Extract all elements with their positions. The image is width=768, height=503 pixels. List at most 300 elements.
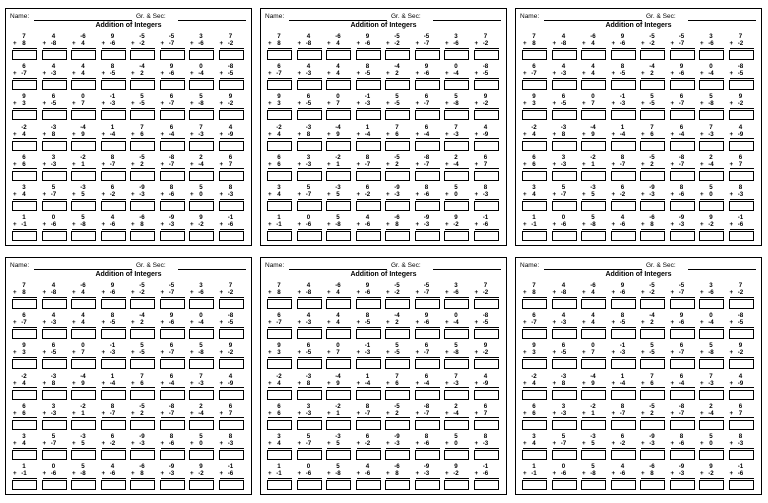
answer-box[interactable] [101,50,126,60]
answer-box[interactable] [552,420,577,430]
answer-box[interactable] [42,420,67,430]
answer-box[interactable] [385,359,410,369]
answer-box[interactable] [640,299,665,309]
answer-box[interactable] [101,201,126,211]
answer-box[interactable] [385,50,410,60]
answer-box[interactable] [522,141,547,151]
answer-box[interactable] [326,201,351,211]
answer-box[interactable] [415,110,440,120]
answer-box[interactable] [552,141,577,151]
answer-box[interactable] [640,80,665,90]
answer-box[interactable] [670,171,695,181]
answer-box[interactable] [267,480,292,490]
answer-box[interactable] [699,480,724,490]
answer-box[interactable] [12,450,37,460]
answer-box[interactable] [326,359,351,369]
answer-box[interactable] [267,80,292,90]
answer-box[interactable] [356,390,381,400]
answer-box[interactable] [12,171,37,181]
answer-box[interactable] [522,171,547,181]
answer-box[interactable] [101,171,126,181]
answer-box[interactable] [219,171,244,181]
answer-box[interactable] [699,171,724,181]
answer-box[interactable] [699,231,724,241]
answer-box[interactable] [101,299,126,309]
answer-box[interactable] [385,141,410,151]
answer-box[interactable] [12,110,37,120]
answer-box[interactable] [385,480,410,490]
answer-box[interactable] [699,141,724,151]
answer-box[interactable] [71,110,96,120]
answer-box[interactable] [101,110,126,120]
answer-box[interactable] [42,480,67,490]
answer-box[interactable] [219,80,244,90]
answer-box[interactable] [522,359,547,369]
answer-box[interactable] [189,141,214,151]
answer-box[interactable] [71,420,96,430]
answer-box[interactable] [71,390,96,400]
answer-box[interactable] [581,110,606,120]
answer-box[interactable] [522,299,547,309]
answer-box[interactable] [729,480,754,490]
answer-box[interactable] [640,329,665,339]
answer-box[interactable] [267,231,292,241]
answer-box[interactable] [699,359,724,369]
answer-box[interactable] [130,299,155,309]
answer-box[interactable] [474,201,499,211]
answer-box[interactable] [326,141,351,151]
answer-box[interactable] [356,171,381,181]
answer-box[interactable] [42,80,67,90]
answer-box[interactable] [415,141,440,151]
answer-box[interactable] [444,171,469,181]
answer-box[interactable] [219,50,244,60]
answer-box[interactable] [385,110,410,120]
answer-box[interactable] [130,390,155,400]
answer-box[interactable] [581,231,606,241]
answer-box[interactable] [415,171,440,181]
answer-box[interactable] [219,390,244,400]
answer-box[interactable] [160,329,185,339]
answer-box[interactable] [130,329,155,339]
answer-box[interactable] [42,450,67,460]
answer-box[interactable] [552,80,577,90]
answer-box[interactable] [356,80,381,90]
answer-box[interactable] [101,80,126,90]
answer-box[interactable] [444,50,469,60]
answer-box[interactable] [474,231,499,241]
answer-box[interactable] [552,201,577,211]
answer-box[interactable] [444,359,469,369]
answer-box[interactable] [297,171,322,181]
answer-box[interactable] [71,359,96,369]
answer-box[interactable] [581,480,606,490]
answer-box[interactable] [42,329,67,339]
answer-box[interactable] [12,231,37,241]
answer-box[interactable] [12,50,37,60]
answer-box[interactable] [189,450,214,460]
answer-box[interactable] [297,80,322,90]
answer-box[interactable] [522,201,547,211]
answer-box[interactable] [611,450,636,460]
answer-box[interactable] [297,50,322,60]
answer-box[interactable] [611,201,636,211]
answer-box[interactable] [474,80,499,90]
answer-box[interactable] [581,201,606,211]
answer-box[interactable] [640,141,665,151]
answer-box[interactable] [552,171,577,181]
answer-box[interactable] [267,299,292,309]
answer-box[interactable] [522,329,547,339]
answer-box[interactable] [581,450,606,460]
answer-box[interactable] [699,80,724,90]
answer-box[interactable] [415,450,440,460]
answer-box[interactable] [581,329,606,339]
answer-box[interactable] [444,420,469,430]
answer-box[interactable] [444,141,469,151]
answer-box[interactable] [640,390,665,400]
answer-box[interactable] [71,299,96,309]
answer-box[interactable] [71,480,96,490]
answer-box[interactable] [356,299,381,309]
answer-box[interactable] [130,110,155,120]
answer-box[interactable] [699,390,724,400]
answer-box[interactable] [670,201,695,211]
answer-box[interactable] [356,450,381,460]
answer-box[interactable] [326,50,351,60]
answer-box[interactable] [189,231,214,241]
answer-box[interactable] [189,201,214,211]
answer-box[interactable] [522,390,547,400]
answer-box[interactable] [474,420,499,430]
answer-box[interactable] [356,141,381,151]
answer-box[interactable] [611,141,636,151]
answer-box[interactable] [101,420,126,430]
answer-box[interactable] [699,50,724,60]
answer-box[interactable] [189,299,214,309]
answer-box[interactable] [267,50,292,60]
answer-box[interactable] [130,201,155,211]
answer-box[interactable] [729,141,754,151]
answer-box[interactable] [326,480,351,490]
answer-box[interactable] [356,50,381,60]
answer-box[interactable] [101,329,126,339]
answer-box[interactable] [385,231,410,241]
answer-box[interactable] [12,141,37,151]
answer-box[interactable] [160,450,185,460]
answer-box[interactable] [42,141,67,151]
answer-box[interactable] [219,480,244,490]
answer-box[interactable] [12,201,37,211]
answer-box[interactable] [130,231,155,241]
answer-box[interactable] [640,420,665,430]
answer-box[interactable] [297,299,322,309]
answer-box[interactable] [42,50,67,60]
answer-box[interactable] [297,420,322,430]
answer-box[interactable] [130,141,155,151]
answer-box[interactable] [326,110,351,120]
answer-box[interactable] [101,141,126,151]
answer-box[interactable] [474,141,499,151]
answer-box[interactable] [729,450,754,460]
answer-box[interactable] [444,110,469,120]
answer-box[interactable] [640,480,665,490]
answer-box[interactable] [326,171,351,181]
answer-box[interactable] [101,390,126,400]
answer-box[interactable] [670,50,695,60]
answer-box[interactable] [297,231,322,241]
answer-box[interactable] [474,110,499,120]
answer-box[interactable] [385,171,410,181]
answer-box[interactable] [474,329,499,339]
answer-box[interactable] [385,201,410,211]
answer-box[interactable] [326,80,351,90]
answer-box[interactable] [71,450,96,460]
answer-box[interactable] [267,201,292,211]
answer-box[interactable] [219,359,244,369]
answer-box[interactable] [729,420,754,430]
answer-box[interactable] [71,141,96,151]
answer-box[interactable] [611,299,636,309]
answer-box[interactable] [444,329,469,339]
answer-box[interactable] [474,171,499,181]
answer-box[interactable] [189,110,214,120]
answer-box[interactable] [12,420,37,430]
answer-box[interactable] [326,420,351,430]
answer-box[interactable] [581,80,606,90]
answer-box[interactable] [581,420,606,430]
answer-box[interactable] [12,299,37,309]
answer-box[interactable] [611,110,636,120]
answer-box[interactable] [729,299,754,309]
answer-box[interactable] [160,50,185,60]
answer-box[interactable] [160,390,185,400]
answer-box[interactable] [611,50,636,60]
answer-box[interactable] [522,80,547,90]
answer-box[interactable] [729,171,754,181]
answer-box[interactable] [611,171,636,181]
answer-box[interactable] [130,450,155,460]
answer-box[interactable] [71,50,96,60]
answer-box[interactable] [611,80,636,90]
answer-box[interactable] [670,390,695,400]
answer-box[interactable] [42,390,67,400]
answer-box[interactable] [160,231,185,241]
answer-box[interactable] [189,420,214,430]
answer-box[interactable] [670,420,695,430]
answer-box[interactable] [415,299,440,309]
answer-box[interactable] [444,299,469,309]
answer-box[interactable] [611,420,636,430]
answer-box[interactable] [12,359,37,369]
answer-box[interactable] [444,201,469,211]
answer-box[interactable] [385,299,410,309]
answer-box[interactable] [297,329,322,339]
answer-box[interactable] [297,359,322,369]
answer-box[interactable] [729,50,754,60]
answer-box[interactable] [552,450,577,460]
answer-box[interactable] [444,80,469,90]
answer-box[interactable] [42,231,67,241]
answer-box[interactable] [581,299,606,309]
answer-box[interactable] [71,80,96,90]
answer-box[interactable] [670,231,695,241]
answer-box[interactable] [326,390,351,400]
answer-box[interactable] [356,201,381,211]
answer-box[interactable] [670,450,695,460]
answer-box[interactable] [189,80,214,90]
answer-box[interactable] [670,299,695,309]
answer-box[interactable] [729,329,754,339]
answer-box[interactable] [474,480,499,490]
answer-box[interactable] [474,299,499,309]
answer-box[interactable] [189,390,214,400]
answer-box[interactable] [640,359,665,369]
answer-box[interactable] [522,480,547,490]
answer-box[interactable] [522,450,547,460]
answer-box[interactable] [670,80,695,90]
answer-box[interactable] [101,480,126,490]
answer-box[interactable] [552,231,577,241]
answer-box[interactable] [640,110,665,120]
answer-box[interactable] [444,480,469,490]
answer-box[interactable] [415,390,440,400]
answer-box[interactable] [640,171,665,181]
answer-box[interactable] [297,390,322,400]
answer-box[interactable] [71,231,96,241]
answer-box[interactable] [160,141,185,151]
answer-box[interactable] [42,299,67,309]
answer-box[interactable] [189,50,214,60]
answer-box[interactable] [444,390,469,400]
answer-box[interactable] [729,231,754,241]
answer-box[interactable] [581,171,606,181]
answer-box[interactable] [71,201,96,211]
answer-box[interactable] [415,50,440,60]
answer-box[interactable] [699,420,724,430]
answer-box[interactable] [12,390,37,400]
answer-box[interactable] [356,231,381,241]
answer-box[interactable] [326,299,351,309]
answer-box[interactable] [267,420,292,430]
answer-box[interactable] [267,390,292,400]
answer-box[interactable] [729,201,754,211]
answer-box[interactable] [552,50,577,60]
answer-box[interactable] [474,450,499,460]
answer-box[interactable] [219,141,244,151]
answer-box[interactable] [611,329,636,339]
answer-box[interactable] [160,171,185,181]
answer-box[interactable] [611,231,636,241]
answer-box[interactable] [522,110,547,120]
answer-box[interactable] [130,420,155,430]
answer-box[interactable] [219,231,244,241]
answer-box[interactable] [611,480,636,490]
answer-box[interactable] [12,329,37,339]
answer-box[interactable] [71,171,96,181]
answer-box[interactable] [326,329,351,339]
answer-box[interactable] [356,420,381,430]
answer-box[interactable] [12,80,37,90]
answer-box[interactable] [326,450,351,460]
answer-box[interactable] [474,50,499,60]
answer-box[interactable] [219,110,244,120]
answer-box[interactable] [101,231,126,241]
answer-box[interactable] [415,359,440,369]
answer-box[interactable] [267,171,292,181]
answer-box[interactable] [444,231,469,241]
answer-box[interactable] [42,171,67,181]
answer-box[interactable] [71,329,96,339]
answer-box[interactable] [552,390,577,400]
answer-box[interactable] [297,110,322,120]
answer-box[interactable] [552,110,577,120]
answer-box[interactable] [729,359,754,369]
answer-box[interactable] [356,110,381,120]
answer-box[interactable] [640,50,665,60]
answer-box[interactable] [42,359,67,369]
answer-box[interactable] [12,480,37,490]
answer-box[interactable] [356,329,381,339]
answer-box[interactable] [267,329,292,339]
answer-box[interactable] [267,359,292,369]
answer-box[interactable] [356,359,381,369]
answer-box[interactable] [219,299,244,309]
answer-box[interactable] [670,329,695,339]
answer-box[interactable] [356,480,381,490]
answer-box[interactable] [670,141,695,151]
answer-box[interactable] [42,110,67,120]
answer-box[interactable] [552,329,577,339]
answer-box[interactable] [552,480,577,490]
answer-box[interactable] [160,359,185,369]
answer-box[interactable] [267,110,292,120]
answer-box[interactable] [101,359,126,369]
answer-box[interactable] [640,201,665,211]
answer-box[interactable] [219,201,244,211]
answer-box[interactable] [729,110,754,120]
answer-box[interactable] [640,231,665,241]
answer-box[interactable] [415,201,440,211]
answer-box[interactable] [522,50,547,60]
answer-box[interactable] [130,50,155,60]
answer-box[interactable] [415,329,440,339]
answer-box[interactable] [729,390,754,400]
answer-box[interactable] [297,201,322,211]
answer-box[interactable] [699,110,724,120]
answer-box[interactable] [326,231,351,241]
answer-box[interactable] [219,420,244,430]
answer-box[interactable] [267,141,292,151]
answer-box[interactable] [670,480,695,490]
answer-box[interactable] [189,359,214,369]
answer-box[interactable] [581,359,606,369]
answer-box[interactable] [130,171,155,181]
answer-box[interactable] [415,80,440,90]
answer-box[interactable] [552,299,577,309]
answer-box[interactable] [160,480,185,490]
answer-box[interactable] [385,80,410,90]
answer-box[interactable] [385,420,410,430]
answer-box[interactable] [130,80,155,90]
answer-box[interactable] [415,231,440,241]
answer-box[interactable] [581,390,606,400]
answer-box[interactable] [611,390,636,400]
answer-box[interactable] [385,390,410,400]
answer-box[interactable] [522,231,547,241]
answer-box[interactable] [385,450,410,460]
answer-box[interactable] [415,420,440,430]
